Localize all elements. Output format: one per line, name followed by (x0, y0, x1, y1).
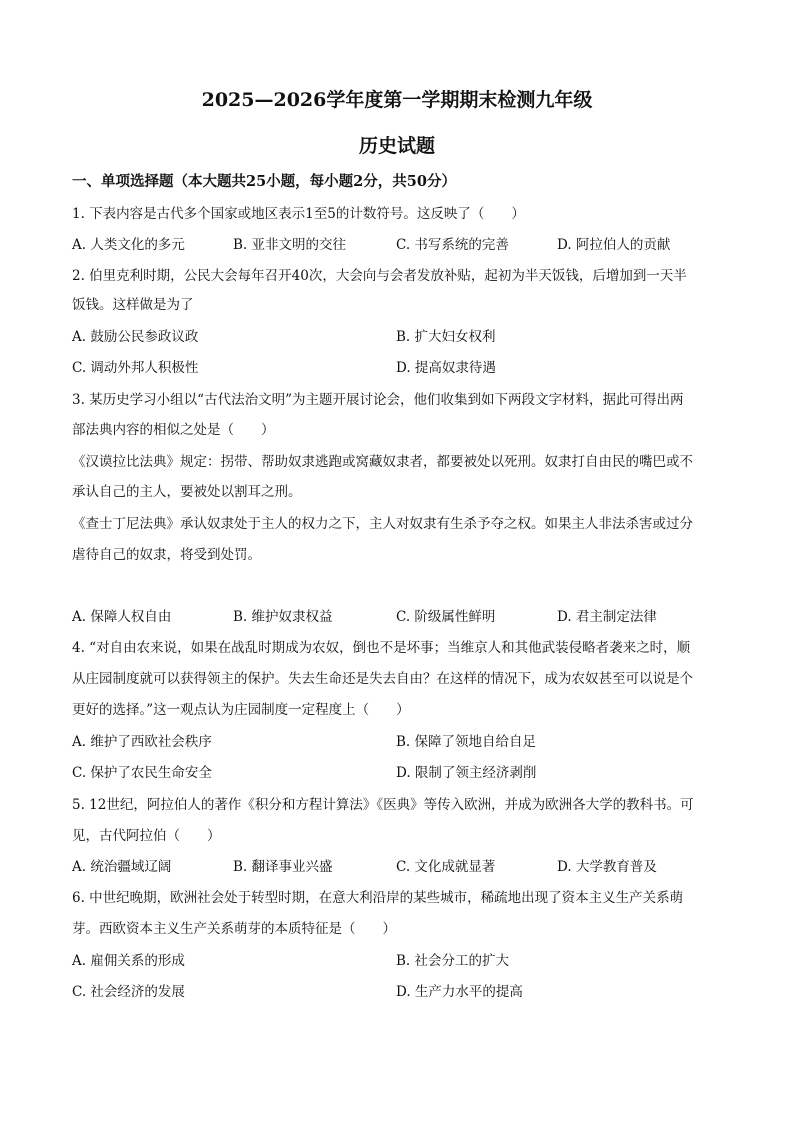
question-5-stem-line-1: 5. 12世纪，阿拉伯人的著作《积分和方程计算法》《医典》等传入欧洲，并成为欧洲各大学的教科书。可 (72, 797, 694, 813)
question-3-option-d: D. 君主制定法律 (557, 609, 657, 625)
question-3-material-1-line-2: 承认自己的主人，要被处以割耳之刑。 (72, 484, 302, 500)
question-6-option-c: C. 社会经济的发展 (72, 984, 185, 1000)
question-4-stem-line-3: 更好的选择。”这一观点认为庄园制度一定程度上（ ） (72, 702, 410, 718)
question-5-option-b: B. 翻译事业兴盛 (233, 859, 333, 875)
question-2-option-d: D. 提高奴隶待遇 (396, 360, 496, 376)
question-5-option-a: A. 统治疆域辽阔 (72, 859, 172, 875)
question-3-option-a: A. 保障人权自由 (72, 609, 172, 625)
question-2-option-a: A. 鼓励公民参政议政 (72, 329, 199, 345)
exam-subtitle: 历史试题 (358, 135, 435, 157)
question-3-stem-line-1: 3. 某历史学习小组以“古代法治文明”为主题开展讨论会，他们收集到如下两段文字材料，据此可得出两 (72, 392, 684, 408)
question-6-stem-line-2: 芽。西欧资本主义生产关系萌芽的本质特征是（ ） (72, 921, 396, 937)
question-6-stem-line-1: 6. 中世纪晚期，欧洲社会处于转型时期，在意大利沿岸的某些城市，稀疏地出现了资本主义生产关系萌 (72, 890, 684, 906)
question-3-material-2-line-1: 《查士丁尼法典》承认奴隶处于主人的权力之下，主人对奴隶有生杀予夺之权。如果主人非法杀害或过分 (72, 516, 693, 532)
question-4-option-a: A. 维护了西欧社会秩序 (72, 734, 212, 750)
question-3-material-2-line-2: 虐待自己的奴隶，将受到处罚。 (72, 547, 261, 563)
question-3-option-b: B. 维护奴隶权益 (233, 609, 333, 625)
question-2-option-c: C. 调动外邦人积极性 (72, 360, 199, 376)
question-1-option-b: B. 亚非文明的交往 (233, 237, 347, 253)
question-6-option-b: B. 社会分工的扩大 (396, 953, 510, 969)
question-4-option-d: D. 限制了领主经济剥削 (396, 765, 537, 781)
question-4-stem-line-2: 从庄园制度就可以获得领主的保护。失去生命还是失去自由？在这样的情况下，成为农奴甚至可以说是个 (72, 671, 693, 687)
question-3-material-1-line-1: 《汉谟拉比法典》规定：拐带、帮助奴隶逃跑或窝藏奴隶者，都要被处以死刑。奴隶打自由民的嘴巴或不 (72, 454, 693, 470)
question-6-option-a: A. 雇佣关系的形成 (72, 953, 185, 969)
question-2-stem-line-1: 2. 伯里克利时期，公民大会每年召开40次，大会向与会者发放补贴，起初为半天饭钱，后增加到一天半 (72, 268, 687, 284)
question-3-stem-line-2: 部法典内容的相似之处是（ ） (72, 422, 275, 438)
question-1-option-a: A. 人类文化的多元 (72, 237, 185, 253)
question-2-stem-line-2: 饭钱。这样做是为了 (72, 297, 194, 313)
section-heading: 一、单项选择题（本大题共25小题，每小题2分，共50分） (72, 173, 456, 190)
question-4-option-c: C. 保护了农民生命安全 (72, 765, 212, 781)
question-2-option-b: B. 扩大妇女权利 (396, 329, 496, 345)
exam-title: 2025—2026学年度第一学期期末检测九年级 (201, 89, 593, 111)
question-6-option-d: D. 生产力水平的提高 (396, 984, 523, 1000)
question-5-option-d: D. 大学教育普及 (557, 859, 657, 875)
question-4-option-b: B. 保障了领地自给自足 (396, 734, 537, 750)
question-5-stem-line-2: 见，古代阿拉伯（ ） (72, 828, 221, 844)
question-1-stem: 1. 下表内容是古代多个国家或地区表示1至5的计数符号。这反映了（ ） (72, 206, 525, 222)
question-4-stem-line-1: 4. “对自由农来说，如果在战乱时期成为农奴，倒也不是坏事；当维京人和其他武装侵略者袭来之时，顺 (72, 640, 691, 656)
question-3-option-c: C. 阶级属性鲜明 (396, 609, 496, 625)
question-1-option-c: C. 书写系统的完善 (396, 237, 509, 253)
question-1-option-d: D. 阿拉伯人的贡献 (557, 237, 671, 253)
question-5-option-c: C. 文化成就显著 (396, 859, 496, 875)
